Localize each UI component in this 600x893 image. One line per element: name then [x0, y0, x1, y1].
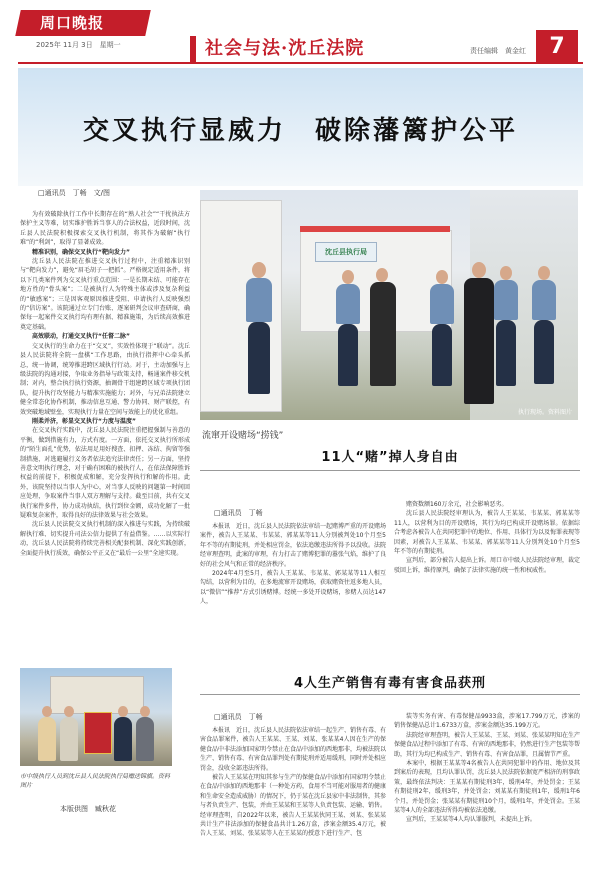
officer-head	[436, 270, 448, 284]
building-roof	[300, 226, 450, 232]
officer	[430, 284, 454, 324]
officer-legs	[534, 320, 554, 384]
officer-legs	[432, 324, 452, 386]
article3-paragraph: 装等实务有害、有毒保健品9933盒，涉案17.799万元，涉案的销售保健品总计1.6733万盒，涉案金额达35.199万元。	[394, 713, 580, 730]
photo-credit: 本版供图 臧秋花	[60, 805, 116, 813]
lead-byline: □通讯员 丁畅 文/图	[38, 189, 110, 197]
section-title: 社会与法·沈丘法院	[205, 38, 365, 59]
officer-legs	[338, 324, 358, 386]
date-line: 2025年 11月 3日 星期一	[36, 41, 121, 49]
person-head	[42, 706, 52, 717]
officer	[114, 717, 132, 761]
article3-paragraph: 宣判后，王某某等4人均认罪服判，未提出上诉。	[406, 816, 536, 824]
article3-paragraph: 本报讯 近日，沈丘县人民法院依法审结一起生产、销售有毒、有害食品罪案件，被告人王某某、王某、刘某、张某某4人因在生产的保健食品中非法添加国家明令禁止在食品中添加的西地那非，均被法院以生产、销售有毒、有害食品罪判处有期徒刑并适用缓刑，同时并处相应罚金，没收全部违法所得。	[200, 727, 386, 772]
person-head	[118, 706, 128, 717]
person-head	[376, 268, 388, 282]
person	[38, 717, 56, 761]
building-sign: 沈丘县执行局	[315, 242, 377, 262]
article2-rule	[200, 470, 580, 471]
lead-paragraph: 为有效破除执行工作中长期存在的“熟人社会”“干扰执法方保护主义等难，切实维护胜诉当事人的合法权益，近段时间，沈丘县人民法院积极探索交叉执行机制，将其作为破解“执行难”的“利剑”，取得了显著成效。	[20, 211, 190, 247]
article3-paragraph: 本案中，根据王某某等4名被告人在共同犯罪中的作用、地位及其到案后的表现，且均认罪认罚，沈丘县人民法院依据宽严相济的刑事政策，最终依法判决：王某某有期徒刑3年，缓刑4年，并处罚金；王某有期徒刑2年，缓刑3年，并处罚金；刘某某有期徒刑1年，缓刑1年6个月，并处罚金；张某某有期徒刑10个月，缓刑1年，并处罚金。王某某等4人的全部违法所得均被依法追缴。	[394, 760, 580, 815]
article2-byline: □通讯员 丁畅	[214, 509, 263, 517]
article2-paragraph: 赌资数额160万余元，社会影响恶劣。	[406, 501, 508, 508]
judge-head	[472, 262, 486, 278]
article2-paragraph: 2024年4月至5月，被告人王某某、韦某某、郭某某等11人相互勾结，以营利为目的，在多地流窜开设赌场，获取赌资往返多地人员，以“微信”“推荐”方式引诱赌博。经统一多处开设赌场，参赌人员达147人，	[200, 570, 386, 606]
article3-byline: □通讯员 丁畅	[214, 713, 263, 721]
person-head	[64, 706, 74, 717]
officer	[532, 280, 556, 320]
article3-paragraph: 被告人王某某在明知其参与生产的保健食品中添加有国家明令禁止在食品中添加的西地那非（一种处方药，食用不当可能对服用者的健康和生命安全造成威胁）的情况下，仍于某在沈丘县家中非法制售，其参与者负责生产、包装，并由王某某和王某等人负责包装、运输、销售。经审理查明，自2022年以来，被告人王某某伙同王某、刘某、张某某共计生产非法添加的保健食品共计1.26万盒，涉案金额35.4万元，被告人王某、刘某、张某某等人在王某某的授意下进行生产、包	[200, 774, 386, 838]
banner-photo-caption: 市中级执行人员到沈丘县人民法院执行局赠送锦旗。资料图片	[20, 773, 171, 789]
article2-title: 11人“赌”掉人身自由	[321, 450, 459, 465]
banner-photo	[20, 668, 172, 766]
main-photo	[200, 190, 578, 420]
article2-paragraph: 本报讯 近日，沈丘县人民法院依法审结一起赌博严重的开设赌场案件，被告人王某某、韦某某、郭某某等11人分别被判处10个月至5年不等的有期徒刑，并处相应罚金，依法追缴违法所得予以没收。法院经审理查明，此案的审理，有力打击了赌博犯罪的嚣张气焰，维护了良好的社会风气和正常的经济秩序。	[200, 523, 386, 568]
officer-legs	[496, 320, 516, 386]
main-headline: 交叉执行显威力 破除藩篱护公平	[82, 116, 518, 146]
lead-paragraph: 沈丘县人民法院在推进交叉执行过程中，注重精准识别与“靶向发力”，避免“眉毛胡子一把抓”。严格规定适用条件，将以下几类案件列为交叉执行重点范围：一是长期未结、可能存在地方性的“骨头案”；二是被执行人为特殊主体或涉及复杂利益的“敏感案”；三是因客观原因推进受阻、申请执行人反映强烈的“信访案”。该院通过立专门台账、逐案研判会议审查研商，确保每一起案件交叉执行均有理有据、精准施策，为后续高效推进奠定基础。	[20, 258, 190, 331]
article3-rule	[200, 694, 580, 695]
person	[60, 717, 78, 761]
paper-name: 周口晚报	[40, 14, 105, 32]
lead-article-body	[20, 210, 190, 658]
article3-body-col2	[394, 712, 580, 886]
article2-paragraph: 沈丘县人民法院经审理认为，被告人王某某、韦某某、郭某某等11人，以营利为目的开设赌场，其行为均已构成开设赌场罪。依据综合考虑各被告人在共同犯罪中的地位、作用、具体行为以及悔罪表现等因素，对被告人王某某、韦某某、郭某某等11人分别判处10个月至5年不等的有期徒刑。	[394, 510, 580, 556]
article3-paragraph: 法院经审理查明，被告人王某某、王某、刘某、张某某明知在生产保健食品过程中添加了有毒、有害的西地那非，仍然进行生产包装等帮助，其行为均已构成生产、销售有毒、有害食品罪，且属情节严重。	[394, 731, 580, 758]
masthead-rule	[18, 62, 583, 64]
officer-legs	[248, 322, 270, 394]
person	[136, 717, 154, 761]
officer-head	[538, 266, 550, 280]
silk-banner	[84, 712, 112, 754]
article2-kicker: 流窜开设赌场“捞钱”	[202, 431, 284, 441]
section-marker	[190, 36, 196, 62]
article3-body-col1	[200, 726, 386, 886]
article2-body-col1	[200, 522, 386, 640]
judge	[464, 278, 494, 404]
lead-subhead: 刚柔并济，彰显交叉执行“力度与温度”	[32, 417, 136, 425]
editor-credit: 责任编辑 黄金红	[470, 47, 526, 55]
page-number: 7	[536, 30, 578, 64]
lead-paragraph: 在交叉执行实践中，沈丘县人民法院注重把握强制与善意的平衡，做到措施有力，方式有度。一方面，依托交叉执行所形成的“陌生面孔”优势，依法用足用好搜查、扣押、冻结、拘留等强制措施，对逃避履行义务者依法追究法律责任；另一方面，坚持善意文明执行理念，对于确有困难的被执行人，在依法保障胜诉权益的前提下，积极促成和解，充分发挥执行和解的作用。此外，该院坚持以当事人为中心，对当事人反映的问题第一时间回应处理，争取案件当事人双方理解与支持。截至目前，共有交叉执行案件多件，协力成功执结，执行到位金额，成功化解了一批疑难复杂案件，取得良好的法律效果与社会效果。	[20, 427, 190, 519]
officer	[246, 278, 272, 322]
officer	[336, 284, 360, 324]
officer-head	[342, 270, 354, 284]
lead-paragraph: 交叉执行的生命力在于“交叉”，实效性体现于“联动”。沈丘县人民法院将全院一盘棋“工作思路，由执行指挥中心牵头抓总，统一协调，统筹推进跨区域执行行动。对于，主动加强与上级法院的沟通对接，争取业务指导与政策支持，畅通案件移交机制；对内，整合执行执行资源，抽调骨干组建跨区域专项执行团队，提升执行攻坚能力与精准实施能力；对外，与兄弟法院建立健全常态化协作机制，推动信息互通、警力协同、财产联控，有效突破地域壁垒，实现执行力量在空间与效能上的优化重组。	[20, 342, 190, 416]
article2-body-col2	[394, 500, 580, 640]
person-dark	[370, 282, 396, 386]
article2-paragraph: 宣判后，部分被告人提出上诉。周口市中级人民法院经审理，裁定驳回上诉，维持原判，确保了法律实施的统一性和权威性。	[394, 557, 580, 574]
officer-head	[500, 266, 512, 280]
lead-subhead: 高效联动，打通交叉执行“任督二脉”	[32, 333, 130, 341]
main-photo-caption: 执行现场。资料图片	[517, 409, 572, 416]
lead-subhead: 精准识别，确保交叉执行“靶向发力”	[32, 248, 130, 256]
officer	[494, 280, 518, 320]
article3-title: 4人生产销售有毒有害食品获刑	[293, 676, 487, 691]
person-head	[140, 706, 150, 717]
officer-head	[252, 262, 266, 278]
lead-paragraph: 沈丘县人民法院交叉执行机制的深入推进与实践，为持续破解执行难、切实提升司法公信力提供了有益借鉴。……以实际行动，沈丘县人民法院将持续完善相关配套机制、深化实践创新，全面提升执行质效，确保公平正义在“最后一公里”全速实现。	[20, 521, 190, 557]
